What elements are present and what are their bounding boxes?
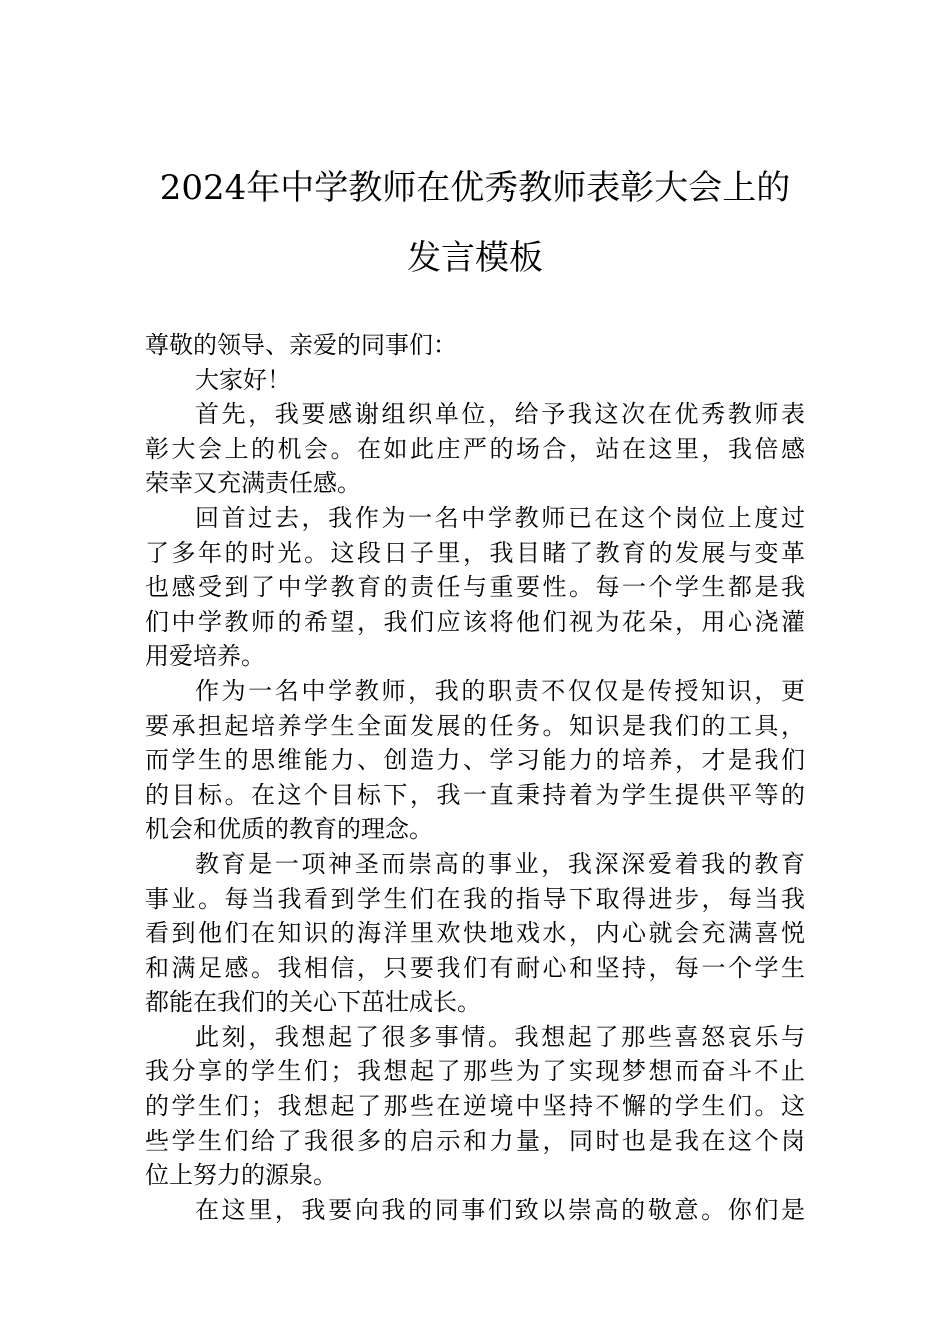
paragraph-line: 而学生的思维能力、创造力、学习能力的培养，才是我们: [145, 746, 805, 775]
paragraph-line: 了多年的时光。这段日子里，我目睹了教育的发展与变革: [145, 538, 805, 567]
paragraph: [145, 363, 805, 398]
paragraph-line: 看到他们在知识的海洋里欢快地戏水，内心就会充满喜悦: [145, 919, 805, 948]
paragraph-line: 要承担起培养学生全面发展的任务。知识是我们的工具，: [145, 711, 805, 740]
paragraph-line: 的目标。在这个目标下，我一直秉持着为学生提供平等的: [145, 780, 805, 809]
paragraph-line: 回首过去，我作为一名中学教师已在这个岗位上度过: [195, 503, 805, 532]
document-title-line-2: 发言模板: [407, 238, 543, 278]
paragraph-line: 我分享的学生们；我想起了那些为了实现梦想而奋斗不止: [145, 1057, 805, 1086]
paragraph-line: 些学生们给了我很多的启示和力量，同时也是我在这个岗: [145, 1126, 805, 1155]
paragraph: [145, 397, 805, 501]
paragraph-line: 首先，我要感谢组织单位，给予我这次在优秀教师表: [195, 400, 805, 429]
salutation: 尊敬的领导、亲爱的同事们：: [145, 331, 457, 359]
paragraph: [145, 847, 805, 1020]
paragraph: [145, 501, 805, 674]
paragraph-line: 用爱培养。: [145, 642, 265, 671]
paragraph-line: 都能在我们的关心下茁壮成长。: [145, 988, 481, 1017]
paragraph-line: 大家好！: [195, 365, 291, 394]
paragraph-line: 们中学教师的希望，我们应该将他们视为花朵，用心浇灌: [145, 607, 805, 636]
paragraph-line: 的学生们；我想起了那些在逆境中坚持不懈的学生们。这: [145, 1092, 805, 1121]
paragraph: [145, 1020, 805, 1193]
paragraph-line: 和满足感。我相信，只要我们有耐心和坚持，每一个学生: [145, 953, 805, 982]
paragraph-line: 事业。每当我看到学生们在我的指导下取得进步，每当我: [145, 884, 805, 913]
paragraph: [145, 674, 805, 847]
paragraph-line: 作为一名中学教师，我的职责不仅仅是传授知识，更: [195, 676, 805, 705]
paragraph: [145, 1193, 805, 1228]
document-body: [145, 328, 805, 1227]
paragraph-line: 教育是一项神圣而崇高的事业，我深深爱着我的教育: [195, 849, 805, 878]
paragraph-line: 也感受到了中学教育的责任与重要性。每一个学生都是我: [145, 573, 805, 602]
paragraph-line: 彰大会上的机会。在如此庄严的场合，站在这里，我倍感: [145, 434, 805, 463]
paragraph-line: 位上努力的源泉。: [145, 1161, 337, 1190]
document-title-line-1: 2024年中学教师在优秀教师表彰大会上的: [159, 168, 791, 208]
paragraph-line: 荣幸又充满责任感。: [145, 469, 361, 498]
paragraph-line: 机会和优质的教育的理念。: [145, 815, 433, 844]
paragraph-line: 在这里，我要向我的同事们致以崇高的敬意。你们是: [195, 1195, 805, 1224]
paragraph-line: 此刻，我想起了很多事情。我想起了那些喜怒哀乐与: [195, 1022, 805, 1051]
